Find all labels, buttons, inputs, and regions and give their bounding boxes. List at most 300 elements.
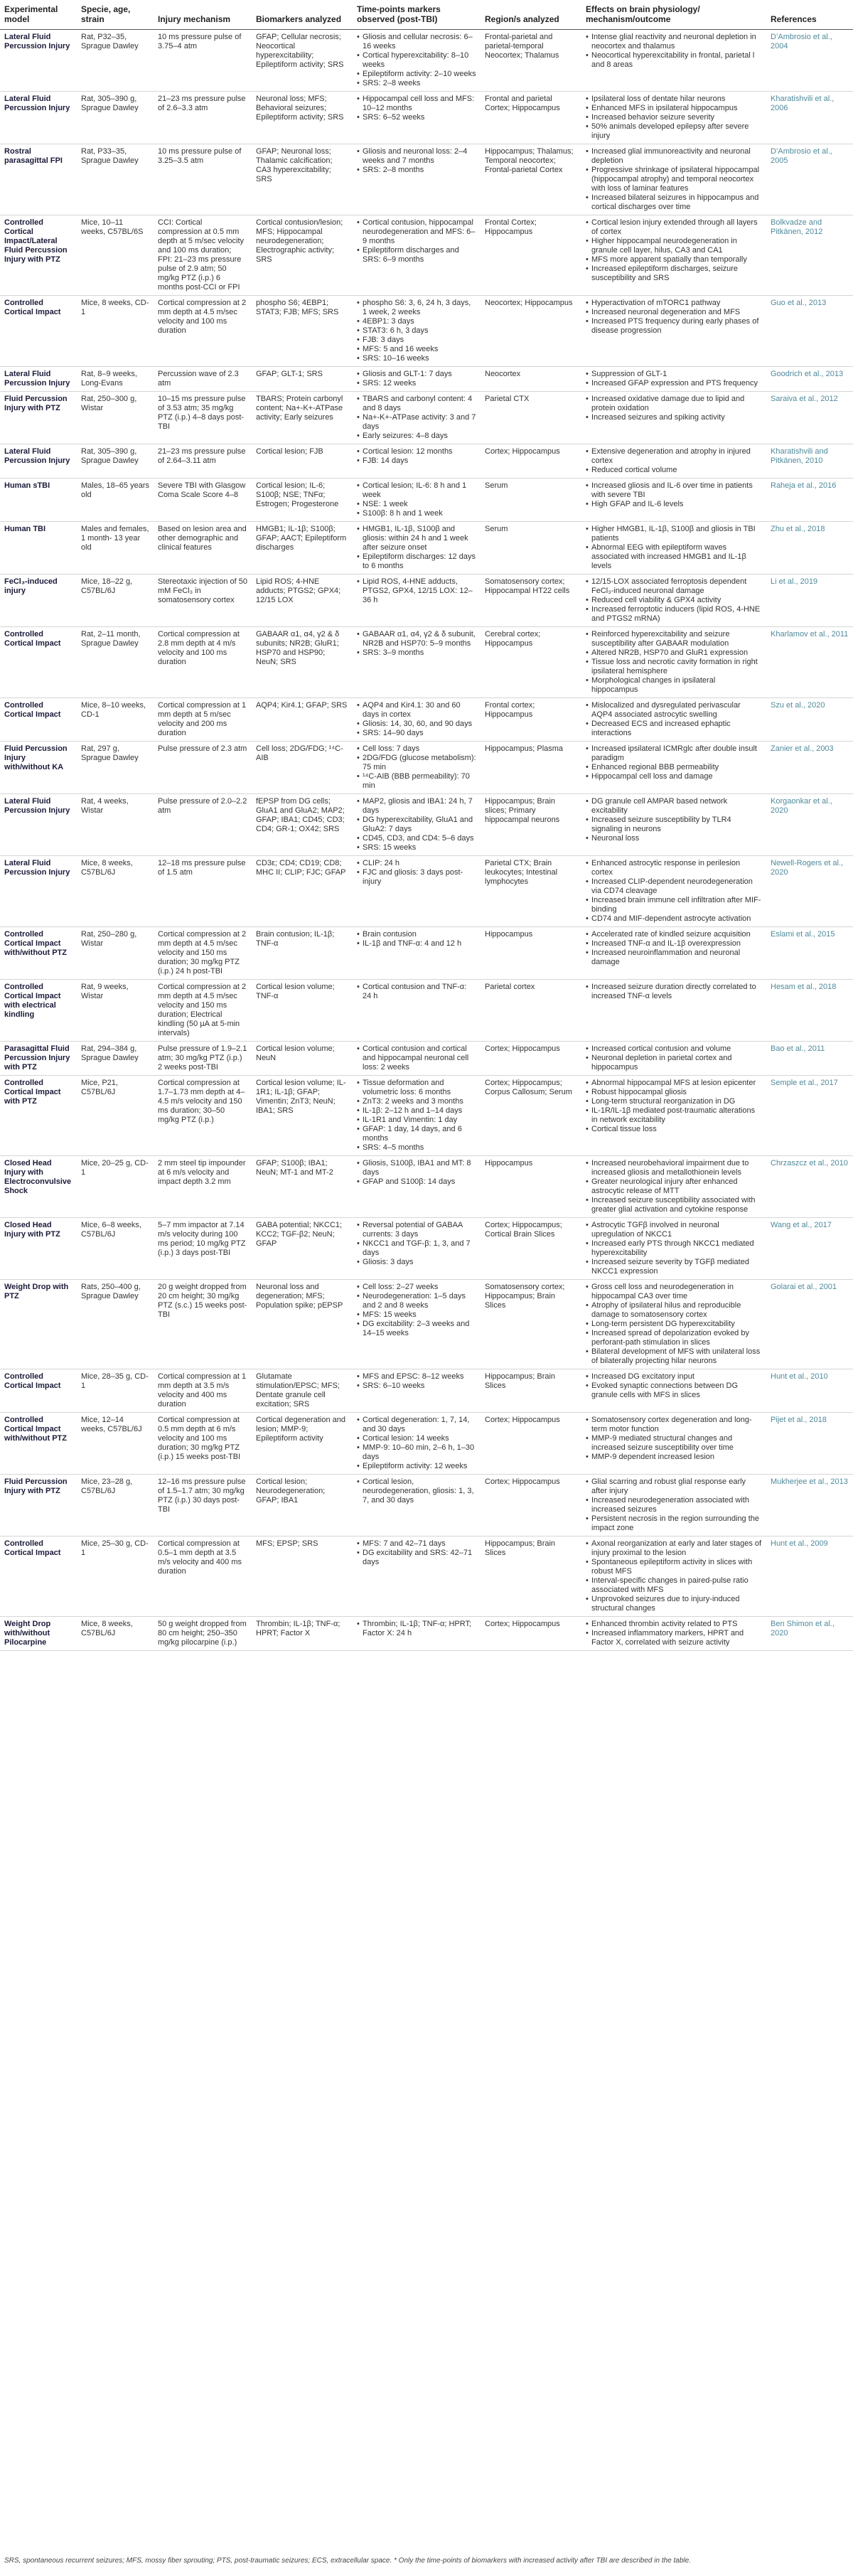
cell-experimental-model: Controlled Cortical Impact/Lateral Fluid Percussion Injury with PTZ [0,215,77,296]
cell-time-points [353,1042,481,1076]
cell-time-points-list [357,299,476,363]
cell-biomarkers: CD3ε; CD4; CD19; CD8; MHC II; CLIP; FJC; GFAP [252,856,353,927]
cell-injury-mechanism: Cortical compression at 1.7–1.73 mm depth at 4–4.5 m/s velocity and 150 ms duration; 30–50 mg/kg PTZ (i.p.) [154,1076,252,1156]
list-item: • MMP-9 mediated structural changes and increased seizure susceptibility over time [586,1434,762,1453]
cell-effects [581,1369,766,1413]
list-item: • Increased seizure duration directly correlated to increased TNF-α levels [586,983,762,1001]
cell-reference: Bao et al., 2011 [766,1042,853,1076]
cell-biomarkers: fEPSP from DG cells; GluA1 and GluA2; MAP2; GFAP; IBA1; CD45; CD3; CD4; GR-1; OX42; SRS [252,794,353,856]
cell-effects [581,296,766,367]
list-item: • SRS: 2–8 weeks [357,79,476,88]
cell-experimental-model: Rostral parasagittal FPI [0,144,77,215]
cell-effects [581,574,766,627]
list-item: • Greater neurological injury after enhanced astrocytic release of MTT [586,1177,762,1196]
cell-effects [581,444,766,479]
list-item: • FJB: 14 days [357,456,476,466]
cell-injury-mechanism: 21–23 ms pressure pulse of 2.6–3.3 atm [154,92,252,144]
list-item: • Epileptiform activity: 2–10 weeks [357,70,476,79]
cell-effects [581,215,766,296]
list-item: • GFAP and S100β: 14 days [357,1177,476,1187]
cell-time-points-list [357,630,476,658]
cell-experimental-model: Closed Head Injury with PTZ [0,1218,77,1280]
cell-regions: Somatosensory cortex; Hippocampus; Brain Slices [481,1280,581,1369]
cell-experimental-model: FeCl₃-induced injury [0,574,77,627]
list-item: • DG granule cell AMPAR based network excitability [586,797,762,816]
list-item: • Cortical lesion injury extended through all layers of cortex [586,218,762,237]
list-item: • Intense glial reactivity and neuronal depletion in neocortex and thalamus [586,33,762,51]
cell-time-points-list [357,1416,476,1471]
cell-regions: Serum [481,522,581,574]
list-item: • FJC and gliosis: 3 days post-injury [357,868,476,887]
cell-time-points-list [357,859,476,887]
cell-reference: Hesam et al., 2018 [766,980,853,1042]
cell-injury-mechanism: Cortical compression at 0.5 mm depth at 6 m/s velocity and 100 ms duration; 30 mg/kg PTZ (i.p.) 15 weeks post-TBI [154,1413,252,1475]
list-item: • SRS: 2–8 months [357,166,476,175]
cell-effects-list [586,630,762,695]
list-item: • Cortical lesion, neurodegeneration, gliosis: 1, 3, 7, and 30 days [357,1477,476,1505]
cell-time-points [353,444,481,479]
cell-time-points [353,522,481,574]
list-item: • MMP-9 dependent increased lesion [586,1453,762,1462]
table-row [0,1156,853,1218]
list-item: • Increased glial immunoreactivity and neuronal depletion [586,147,762,166]
cell-time-points [353,1617,481,1651]
list-item: • Increased seizures and spiking activity [586,413,762,422]
table-row [0,856,853,927]
cell-biomarkers: Neuronal loss; MFS; Behavioral seizures; Epileptiform activity; SRS [252,92,353,144]
cell-injury-mechanism: Severe TBI with Glasgow Coma Scale Score 4–8 [154,479,252,522]
cell-biomarkers: HMGB1; IL-1β; S100β; GFAP; AACT; Epileptiform discharges [252,522,353,574]
cell-effects-list [586,1159,762,1214]
table-row [0,1475,853,1536]
list-item: • MFS: 15 weeks [357,1310,476,1320]
list-item: • Neocortical hyperexcitability in frontal, parietal l and 8 areas [586,51,762,70]
cell-time-points [353,627,481,698]
list-item: • Hippocampal cell loss and MFS: 10–12 months [357,95,476,113]
cell-species: Mice, 6–8 weeks, C57BL/6J [77,1218,154,1280]
cell-reference: Chrzaszcz et al., 2010 [766,1156,853,1218]
cell-species: Rat, 8–9 weeks, Long-Evans [77,367,154,392]
cell-regions: Neocortex; Hippocampus [481,296,581,367]
list-item: • CLIP: 24 h [357,859,476,868]
cell-effects-list [586,1221,762,1276]
list-item: • Neuronal loss [586,834,762,843]
list-item: • SRS: 4–5 months [357,1143,476,1153]
cell-time-points [353,1369,481,1413]
list-item: • Extensive degeneration and atrophy in injured cortex [586,447,762,466]
list-item: • Astrocytic TGFβ involved in neuronal upregulation of NKCC1 [586,1221,762,1239]
list-item: • Gliosis, S100β, IBA1 and MT: 8 days [357,1159,476,1177]
cell-injury-mechanism: 21–23 ms pressure pulse of 2.64–3.11 atm [154,444,252,479]
cell-biomarkers: Glutamate stimulation/EPSC; MFS; Dentate granule cell excitation; SRS [252,1369,353,1413]
cell-time-points [353,1536,481,1617]
cell-regions: Frontal and parietal Cortex; Hippocampus [481,92,581,144]
cell-effects [581,1475,766,1536]
cell-reference: Raheja et al., 2016 [766,479,853,522]
list-item: • Increased neurodegeneration associated with increased seizures [586,1496,762,1514]
table-row [0,367,853,392]
cell-time-points-list [357,983,476,1001]
cell-species: Rat, 9 weeks, Wistar [77,980,154,1042]
list-item: • Reinforced hyperexcitability and seizure susceptibility after GABAAR modulation [586,630,762,648]
cell-experimental-model: Lateral Fluid Percussion Injury [0,794,77,856]
cell-injury-mechanism: Cortical compression at 2 mm depth at 4.5 m/sec velocity and 100 ms duration [154,296,252,367]
cell-effects [581,698,766,742]
list-item: • Cell loss: 7 days [357,744,476,754]
cell-effects [581,367,766,392]
cell-regions: Cerebral cortex; Hippocampus [481,627,581,698]
table-row [0,1413,853,1475]
header-row [0,0,853,30]
cell-species: Mice, 18–22 g, C57BL/6J [77,574,154,627]
cell-effects-list [586,797,762,843]
cell-reference: Wang et al., 2017 [766,1218,853,1280]
cell-injury-mechanism: Percussion wave of 2.3 atm [154,367,252,392]
cell-species: Rat, P32–35, Sprague Dawley [77,30,154,92]
cell-time-points [353,92,481,144]
cell-effects-list [586,983,762,1001]
list-item: • STAT3: 6 h, 3 days [357,326,476,336]
table-row [0,1280,853,1369]
list-item: • Increased spread of depolarization evoked by perforant-path stimulation in slices [586,1329,762,1347]
cell-injury-mechanism: 2 mm steel tip impounder at 6 m/s velocity and impact depth 3.2 mm [154,1156,252,1218]
cell-injury-mechanism: Pulse pressure of 2.3 atm [154,742,252,794]
list-item: • Cortical lesion; IL-6: 8 h and 1 week [357,481,476,500]
list-item: • Decreased ECS and increased ephaptic interactions [586,720,762,738]
cell-injury-mechanism: 50 g weight dropped from 80 cm height; 250–350 mg/kg pilocarpine (i.p.) [154,1617,252,1651]
cell-biomarkers: GFAP; Cellular necrosis; Neocortical hyperexcitability; Epileptiform activity; SRS [252,30,353,92]
list-item: • NSE: 1 week [357,500,476,509]
cell-experimental-model: Controlled Cortical Impact [0,627,77,698]
header-effects: Effects on brain physiology/ mechanism/outcome [581,0,766,30]
cell-injury-mechanism: Stereotaxic injection of 50 mM FeCl₃ in somatosensory cortex [154,574,252,627]
list-item: • Interval-specific changes in paired-pulse ratio associated with MFS [586,1576,762,1595]
cell-experimental-model: Controlled Cortical Impact with/without PTZ [0,927,77,980]
list-item: • Increased seizure susceptibility by TLR4 signaling in neurons [586,816,762,834]
list-item: • Suppression of GLT-1 [586,370,762,379]
list-item: • Increased bilateral seizures in hippocampus and cortical discharges over time [586,193,762,212]
cell-effects-list [586,395,762,422]
cell-regions: Hippocampus [481,927,581,980]
cell-regions: Hippocampus; Brain Slices [481,1536,581,1617]
cell-effects [581,1413,766,1475]
cell-species: Rat, 305–390 g, Sprague Dawley [77,92,154,144]
header-experimental-model: Experimental model [0,0,77,30]
cell-regions: Cortex; Hippocampus; Cortical Brain Slices [481,1218,581,1280]
cell-time-points [353,392,481,444]
cell-reference: Kharatishvili et al., 2006 [766,92,853,144]
cell-time-points [353,1076,481,1156]
cell-experimental-model: Weight Drop with/without Pilocarpine [0,1617,77,1651]
list-item: • Increased ferroptotic inducers (lipid ROS, 4-HNE and PTGS2 mRNA) [586,605,762,624]
list-item: • 50% animals developed epilepsy after severe injury [586,122,762,141]
cell-effects [581,1156,766,1218]
cell-time-points-list [357,95,476,122]
cell-effects [581,392,766,444]
cell-time-points [353,1413,481,1475]
list-item: • Enhanced astrocytic response in perilesion cortex [586,859,762,877]
list-item: • Gliosis and cellular necrosis: 6–16 weeks [357,33,476,51]
cell-effects [581,30,766,92]
list-item: • Axonal reorganization at early and later stages of injury proximal to the lesion [586,1539,762,1558]
cell-time-points-list [357,1283,476,1338]
cell-time-points-list [357,577,476,605]
cell-time-points-list [357,701,476,738]
cell-experimental-model: Lateral Fluid Percussion Injury [0,30,77,92]
cell-time-points [353,980,481,1042]
cell-regions: Hippocampus; Brain Slices [481,1369,581,1413]
cell-reference: Eslami et al., 2015 [766,927,853,980]
cell-effects-list [586,481,762,509]
cell-reference: Szu et al., 2020 [766,698,853,742]
cell-biomarkers: Cortical lesion volume; TNF-α [252,980,353,1042]
cell-time-points-list [357,525,476,571]
cell-biomarkers: GABA potential; NKCC1; KCC2; TGF-β2; NeuN; GFAP [252,1218,353,1280]
table-row [0,215,853,296]
cell-time-points-list [357,1477,476,1505]
cell-reference: Kharlamov et al., 2011 [766,627,853,698]
cell-time-points [353,794,481,856]
cell-species: Mice, 8 weeks, CD-1 [77,296,154,367]
table-row [0,980,853,1042]
list-item: • Na+-K+-ATPase activity: 3 and 7 days [357,413,476,432]
cell-time-points [353,1475,481,1536]
cell-biomarkers: Cortical contusion/lesion; MFS; Hippocampal neurodegeneration; Electrographic activity; SRS [252,215,353,296]
list-item: • Cortical degeneration: 1, 7, 14, and 30 days [357,1416,476,1434]
cell-time-points-list [357,1620,476,1638]
header-references: References [766,0,853,30]
table-row [0,1536,853,1617]
table-row [0,1076,853,1156]
list-item: • Cortical hyperexcitability: 8–10 weeks [357,51,476,70]
table-row [0,794,853,856]
table-row [0,742,853,794]
cell-regions: Parietal cortex [481,980,581,1042]
list-item: • Neurodegeneration: 1–5 days and 2 and 8 weeks [357,1292,476,1310]
cell-regions: Hippocampus; Brain slices; Primary hippocampal neurons [481,794,581,856]
cell-injury-mechanism: Based on lesion area and other demographic and clinical features [154,522,252,574]
list-item: • Abnormal hippocampal MFS at lesion epicenter [586,1079,762,1088]
list-item: • Increased oxidative damage due to lipid and protein oxidation [586,395,762,413]
cell-experimental-model: Human sTBI [0,479,77,522]
cell-species: Mice, 28–35 g, CD-1 [77,1369,154,1413]
list-item: • Epileptiform activity: 12 weeks [357,1462,476,1471]
cell-effects-list [586,447,762,475]
cell-reference: Hunt et al., 2009 [766,1536,853,1617]
header-species: Specie, age, strain [77,0,154,30]
list-item: • MFS: 5 and 16 weeks [357,345,476,354]
cell-time-points [353,296,481,367]
cell-biomarkers: Cortical lesion volume; IL-1R1; IL-1β; GFAP; Vimentin; ZnT3; NeuN; IBA1; SRS [252,1076,353,1156]
cell-biomarkers: Cell loss; 2DG/FDG; ¹⁴C-AIB [252,742,353,794]
list-item: • MAP2, gliosis and IBA1: 24 h, 7 days [357,797,476,816]
cell-time-points [353,1156,481,1218]
cell-biomarkers: Neuronal loss and degeneration; MFS; Population spike; pEPSP [252,1280,353,1369]
cell-effects-list [586,525,762,571]
cell-effects [581,479,766,522]
cell-biomarkers: Brain contusion; IL-1β; TNF-α [252,927,353,980]
list-item: • SRS: 6–10 weeks [357,1381,476,1391]
cell-time-points-list [357,370,476,388]
list-item: • Unprovoked seizures due to injury-induced structural changes [586,1595,762,1613]
list-item: • Increased gliosis and IL-6 over time in patients with severe TBI [586,481,762,500]
cell-reference: Newell-Rogers et al., 2020 [766,856,853,927]
list-item: • MFS more apparent spatially than temporally [586,255,762,264]
cell-regions: Neocortex [481,367,581,392]
list-item: • Tissue deformation and volumetric loss: 6 months [357,1079,476,1097]
cell-regions: Cortex; Hippocampus [481,444,581,479]
table-row [0,30,853,92]
cell-experimental-model: Controlled Cortical Impact with electrical kindling [0,980,77,1042]
list-item: • SRS: 3–9 months [357,648,476,658]
cell-regions: Hippocampus [481,1156,581,1218]
cell-regions: Serum [481,479,581,522]
list-item: • Long-term persistent DG hyperexcitability [586,1320,762,1329]
cell-biomarkers: Cortical lesion volume; NeuN [252,1042,353,1076]
cell-species: Mice, 8 weeks, C57BL/6J [77,1617,154,1651]
cell-injury-mechanism: 12–16 ms pressure pulse of 1.5–1.7 atm; 30 mg/kg PTZ (i.p.) 30 days post-TBI [154,1475,252,1536]
cell-experimental-model: Controlled Cortical Impact [0,698,77,742]
cell-effects [581,1280,766,1369]
cell-time-points-list [357,481,476,518]
cell-reference: Zanier et al., 2003 [766,742,853,794]
list-item: • SRS: 6–52 weeks [357,113,476,122]
cell-biomarkers: Thrombin; IL-1β; TNF-α; HPRT; Factor X [252,1617,353,1651]
cell-regions: Hippocampus; Plasma [481,742,581,794]
cell-injury-mechanism: Pulse pressure of 1.9–2.1 atm; 30 mg/kg PTZ (i.p.) 2 weeks post-TBI [154,1042,252,1076]
list-item: • 12/15-LOX associated ferroptosis dependent FeCl₃-induced neuronal damage [586,577,762,596]
list-item: • Increased DG excitatory input [586,1372,762,1381]
list-item: • Hippocampal cell loss and damage [586,772,762,781]
list-item: • Thrombin; IL-1β; TNF-α; HPRT; Factor X: 24 h [357,1620,476,1638]
cell-reference: Goodrich et al., 2013 [766,367,853,392]
cell-injury-mechanism: Cortical compression at 2 mm depth at 4.5 m/sec velocity and 150 ms duration; 30 mg/kg PTZ (i.p.) 24 h post-TBI [154,927,252,980]
cell-effects [581,144,766,215]
cell-time-points-list [357,797,476,853]
table-row [0,522,853,574]
list-item: • Increased TNF-α and IL-1β overexpression [586,939,762,948]
list-item: • Increased seizure severity by TGFβ mediated NKCC1 expression [586,1258,762,1276]
cell-reference: Hunt et al., 2010 [766,1369,853,1413]
cell-biomarkers: GABAAR α1, α4, γ2 & δ subunits; NR2B; GluR1; HSP70 and HSP90; NeuN; SRS [252,627,353,698]
cell-time-points-list [357,1079,476,1153]
cell-biomarkers: AQP4; Kir4.1; GFAP; SRS [252,698,353,742]
list-item: • DG excitability and SRS: 42–71 days [357,1549,476,1567]
table-row [0,927,853,980]
list-item: • SRS: 12 weeks [357,379,476,388]
list-item: • Glial scarring and robust glial response early after injury [586,1477,762,1496]
cell-effects-list [586,1372,762,1400]
cell-effects-list [586,299,762,336]
cell-biomarkers: Cortical degeneration and lesion; MMP-9; Epileptiform activity [252,1413,353,1475]
cell-species: Mice, 25–30 g, CD-1 [77,1536,154,1617]
cell-time-points-list [357,447,476,466]
table-row [0,1617,853,1651]
cell-time-points [353,1280,481,1369]
cell-reference: D’Ambrosio et al., 2005 [766,144,853,215]
cell-effects [581,927,766,980]
cell-reference: Korgaonkar et al., 2020 [766,794,853,856]
list-item: • SRS: 14–90 days [357,729,476,738]
list-item: • Higher HMGB1, IL-1β, S100β and gliosis in TBI patients [586,525,762,543]
cell-injury-mechanism: 12–18 ms pressure pulse of 1.5 atm [154,856,252,927]
cell-time-points [353,30,481,92]
list-item: • Increased PTS frequency during early phases of disease progression [586,317,762,336]
list-item: • Gliosis: 3 days [357,1258,476,1267]
list-item: • ¹⁴C-AIB (BBB permeability): 70 min [357,772,476,791]
cell-species: Mice, 8–10 weeks, CD-1 [77,698,154,742]
cell-biomarkers: Cortical lesion; Neurodegeneration; GFAP; IBA1 [252,1475,353,1536]
cell-effects [581,1218,766,1280]
cell-regions: Parietal CTX [481,392,581,444]
cell-regions: Cortex; Hippocampus [481,1475,581,1536]
list-item: • Ipsilateral loss of dentate hilar neurons [586,95,762,104]
cell-experimental-model: Weight Drop with PTZ [0,1280,77,1369]
list-item: • NKCC1 and TGF-β: 1, 3, and 7 days [357,1239,476,1258]
list-item: • FJB: 3 days [357,336,476,345]
cell-effects [581,627,766,698]
cell-time-points [353,367,481,392]
list-item: • IL-1R1 and Vimentin: 1 day [357,1116,476,1125]
cell-effects-list [586,1416,762,1462]
list-item: • Increased seizure susceptibility associated with greater glial activation and cytokine response [586,1196,762,1214]
cell-experimental-model: Parasagittal Fluid Percussion Injury with PTZ [0,1042,77,1076]
list-item: • 4EBP1: 3 days [357,317,476,326]
cell-effects-list [586,1079,762,1134]
table-row [0,1218,853,1280]
list-item: • Reversal potential of GABAA currents: 3 days [357,1221,476,1239]
cell-reference: Semple et al., 2017 [766,1076,853,1156]
list-item: • Atrophy of ipsilateral hilus and reproducible damage to somatosensory cortex [586,1301,762,1320]
list-item: • Reduced cortical volume [586,466,762,475]
cell-experimental-model: Controlled Cortical Impact [0,1536,77,1617]
cell-effects-list [586,1283,762,1366]
list-item: • MMP-9: 10–60 min, 2–6 h, 1–30 days [357,1443,476,1462]
list-item: • Neuronal depletion in parietal cortex and hippocampus [586,1054,762,1072]
table-row [0,1042,853,1076]
list-item: • SRS: 10–16 weeks [357,354,476,363]
cell-time-points [353,574,481,627]
cell-biomarkers: GFAP; Neuronal loss; Thalamic calcification; CA3 hyperexcitability; SRS [252,144,353,215]
cell-species: Rat, 305–390 g, Sprague Dawley [77,444,154,479]
cell-effects-list [586,1620,762,1647]
cell-time-points [353,215,481,296]
table-body [0,30,853,1651]
cell-effects [581,1042,766,1076]
cell-injury-mechanism: CCI: Cortical compression at 0.5 mm depth at 5 m/sec velocity and 100 ms duration; FPI: 21–23 ms pressure pulse of 2.9 atm; 50 mg/kg PTZ (i.p.) 6 months post-CCI or FPI [154,215,252,296]
cell-injury-mechanism: 10 ms pressure pulse of 3.25–3.5 atm [154,144,252,215]
cell-injury-mechanism: Pulse pressure of 2.0–2.2 atm [154,794,252,856]
cell-time-points [353,479,481,522]
cell-injury-mechanism: 10–15 ms pressure pulse of 3.53 atm; 35 mg/kg PTZ (i.p.) 4–8 days post-TBI [154,392,252,444]
cell-effects [581,794,766,856]
list-item: • Gliosis and GLT-1: 7 days [357,370,476,379]
cell-effects-list [586,147,762,212]
list-item: • Enhanced MFS in ipsilateral hippocampus [586,104,762,113]
cell-reference: Ben Shimon et al., 2020 [766,1617,853,1651]
cell-regions: Cortex; Hippocampus [481,1413,581,1475]
list-item: • Somatosensory cortex degeneration and long-term motor function [586,1416,762,1434]
cell-effects-list [586,1539,762,1613]
cell-species: Mice, 12–14 weeks, C57BL/6J [77,1413,154,1475]
cell-reference: D’Ambrosio et al., 2004 [766,30,853,92]
header-biomarkers: Biomarkers analyzed [252,0,353,30]
cell-injury-mechanism: 20 g weight dropped from 20 cm height; 30 mg/kg PTZ (s.c.) 15 weeks post-TBI [154,1280,252,1369]
cell-effects-list [586,859,762,924]
cell-experimental-model: Human TBI [0,522,77,574]
list-item: • Increased neuroinflammation and neuronal damage [586,948,762,967]
table-row [0,698,853,742]
